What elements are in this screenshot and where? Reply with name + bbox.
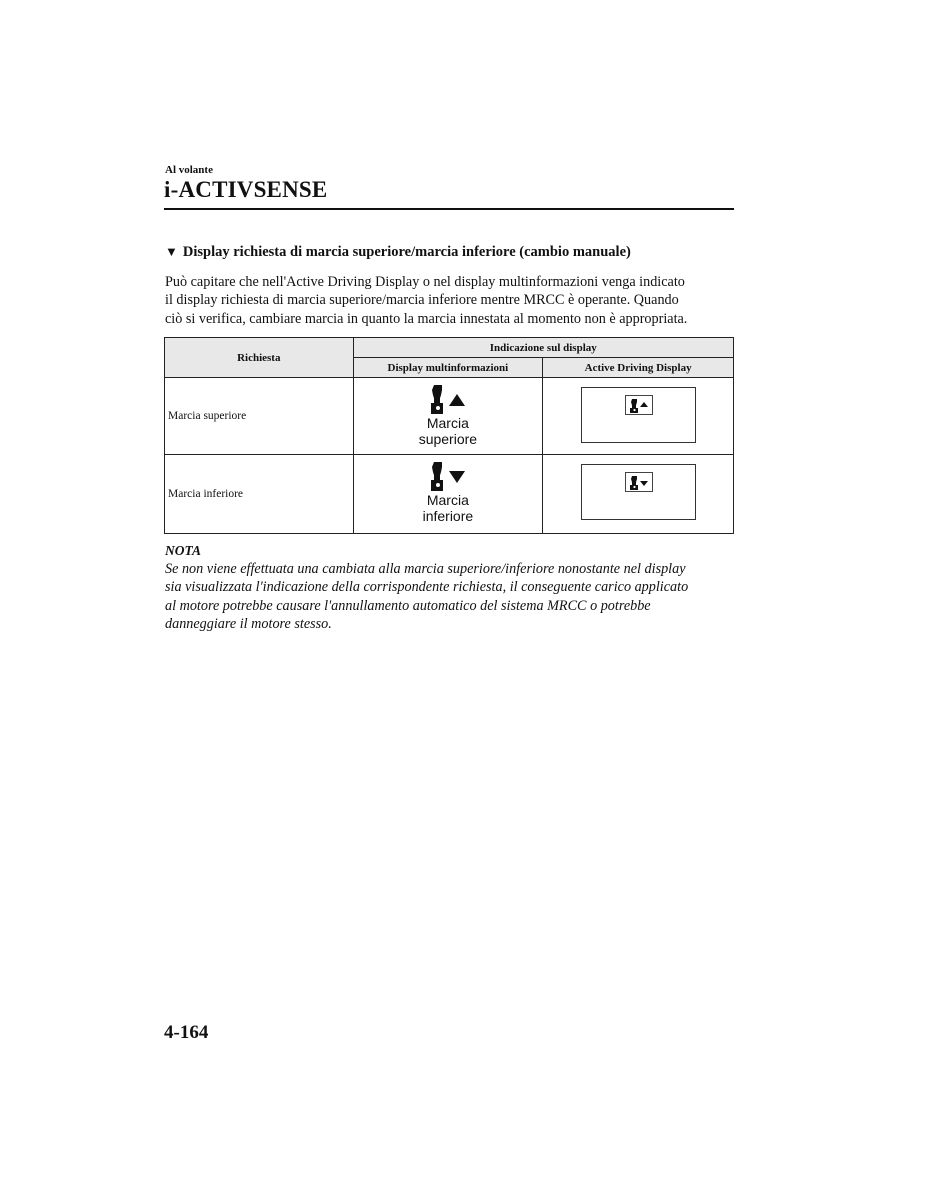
subheading bbox=[165, 244, 631, 261]
adt-shift-down-icon bbox=[625, 472, 653, 492]
active-driving-display-cell bbox=[543, 455, 734, 534]
table-row bbox=[165, 455, 734, 534]
request-cell: Marcia inferiore bbox=[165, 455, 354, 534]
multi-display-cell bbox=[353, 455, 543, 534]
body-line: ciò si verifica, cambiare marcia in quanto la marcia innestata al momento non è appropriata. bbox=[165, 310, 688, 327]
adt-shift-up-icon bbox=[625, 395, 653, 415]
section-label: Al volante bbox=[165, 164, 213, 176]
shift-up-icon bbox=[354, 385, 543, 415]
shift-request-table bbox=[164, 337, 734, 534]
subheading-text: Display richiesta di marcia superiore/marcia inferiore (cambio manuale) bbox=[182, 244, 631, 260]
shift-down-icon bbox=[354, 462, 543, 492]
table-row bbox=[165, 378, 734, 455]
note-line: al motore potrebbe causare l'annullamento automatico del sistema MRCC o potrebbe bbox=[165, 597, 651, 614]
header-request: Richiesta bbox=[165, 338, 354, 378]
multi-display-cell bbox=[353, 378, 543, 455]
indicator-label: Marcia inferiore bbox=[422, 492, 474, 524]
request-cell: Marcia superiore bbox=[165, 378, 354, 455]
body-line: Può capitare che nell'Active Driving Display o nel display multinformazioni venga indicato bbox=[165, 274, 685, 290]
adt-screen bbox=[581, 387, 696, 443]
body-line: il display richiesta di marcia superiore/marcia inferiore mentre MRCC è operante. Quando bbox=[165, 292, 679, 309]
note-line: sia visualizzata l'indicazione della corrispondente richiesta, il conseguente carico applicato bbox=[165, 579, 689, 596]
header-indication: Indicazione sul display bbox=[353, 338, 733, 358]
heading-divider bbox=[164, 208, 734, 210]
page-title: i-ACTIVSENSE bbox=[164, 177, 328, 202]
triangle-down-icon: ▼ bbox=[165, 244, 178, 259]
indicator-label: Marcia superiore bbox=[418, 415, 478, 447]
header-active-driving-display: Active Driving Display bbox=[543, 358, 734, 378]
note-title: NOTA bbox=[165, 543, 202, 558]
adt-screen bbox=[581, 464, 696, 520]
note-text bbox=[165, 560, 735, 633]
page-number: 4-164 bbox=[164, 1022, 209, 1043]
note-line: Se non viene effettuata una cambiata alla marcia superiore/inferiore nonostante nel display bbox=[165, 561, 686, 577]
body-paragraph bbox=[165, 273, 735, 328]
active-driving-display-cell bbox=[543, 378, 734, 455]
note-line: danneggiare il motore stesso. bbox=[165, 615, 332, 632]
header-multi-display: Display multinformazioni bbox=[353, 358, 543, 378]
